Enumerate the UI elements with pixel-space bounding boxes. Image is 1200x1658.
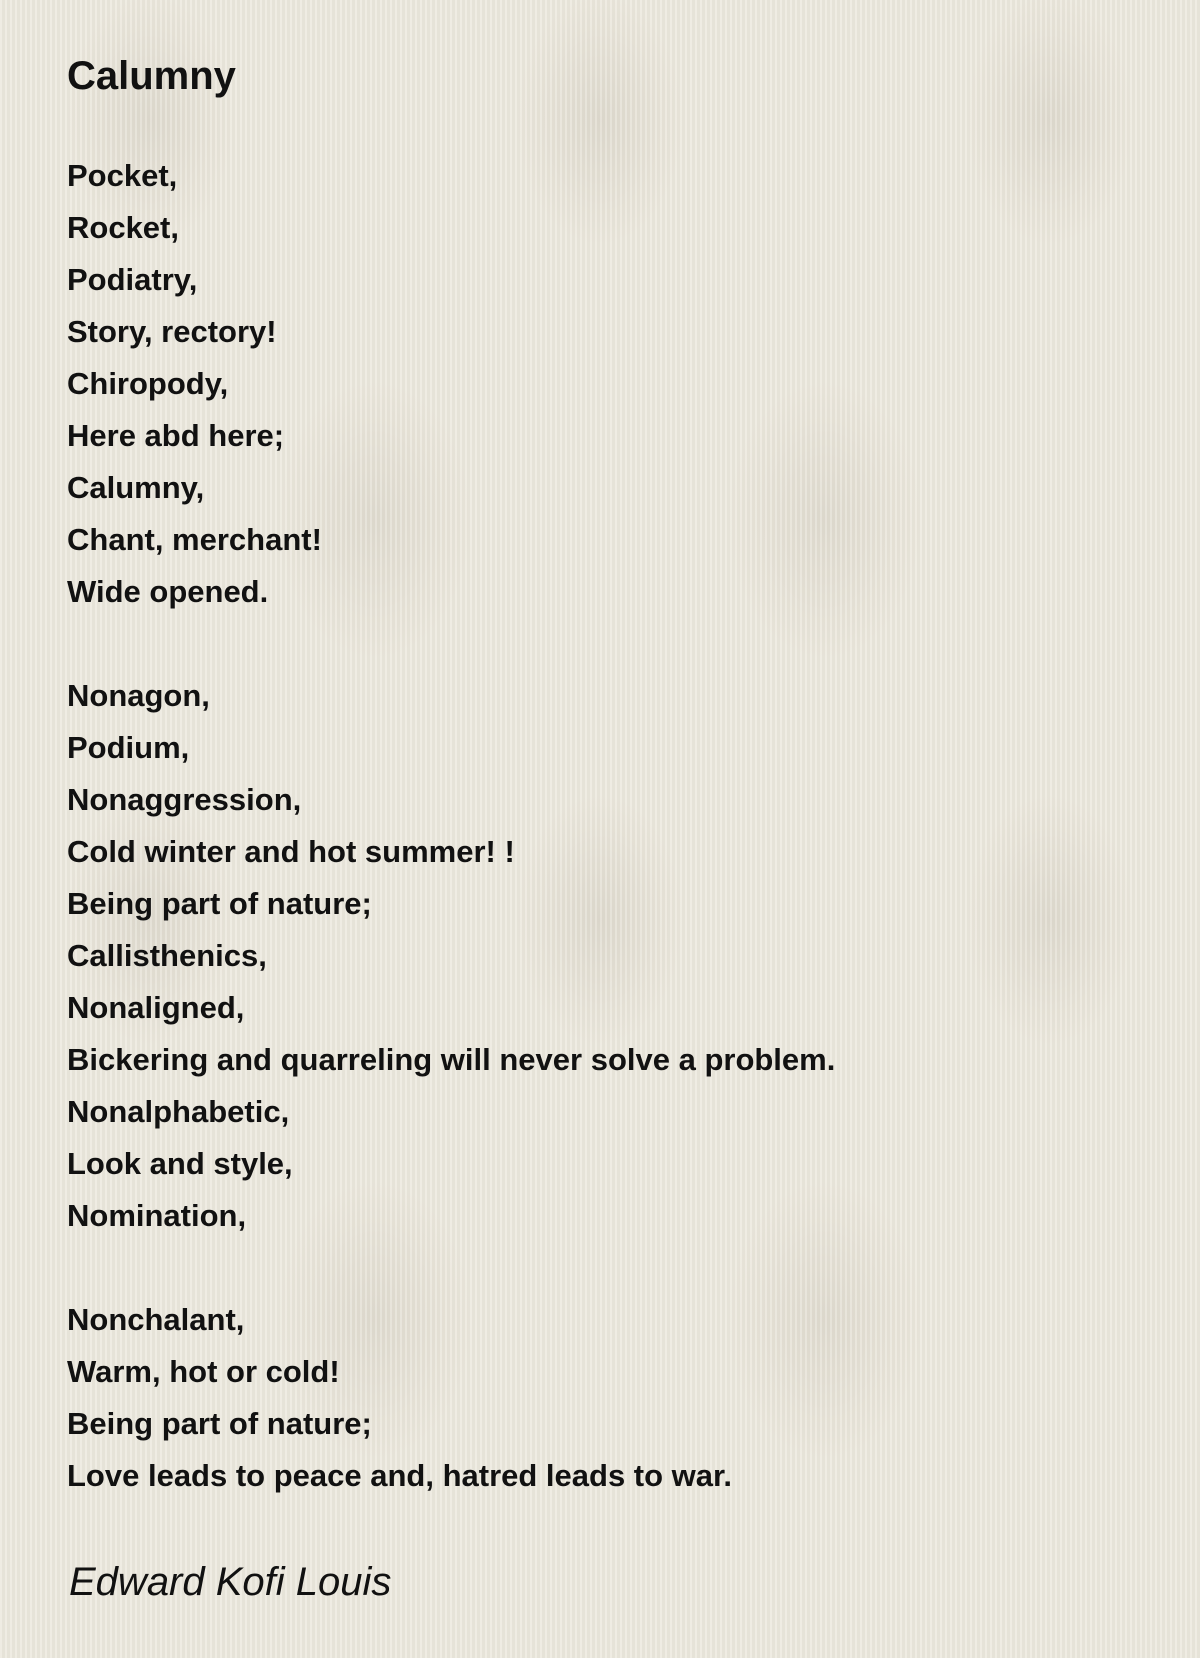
poem-line: Here abd here;	[67, 418, 285, 453]
poem-line: Love leads to peace and, hatred leads to war.	[67, 1458, 733, 1493]
poem-line: Look and style,	[67, 1146, 293, 1181]
poem-line: Nonagon,	[67, 678, 210, 713]
poem-line: Pocket,	[67, 158, 178, 193]
poem-line: Wide opened.	[67, 574, 269, 609]
poem-line: Nonchalant,	[67, 1302, 245, 1337]
poem-line: Bickering and quarreling will never solve a problem.	[67, 1042, 836, 1077]
poem-line: Chant, merchant!	[67, 522, 322, 557]
poem-line: Nomination,	[67, 1198, 247, 1233]
poem-line: Podiatry,	[67, 262, 198, 297]
poem-line: Nonaligned,	[67, 990, 245, 1025]
poem-line: Callisthenics,	[67, 938, 267, 973]
poem-line: Calumny,	[67, 470, 205, 505]
poem-author: Edward Kofi Louis	[69, 1560, 392, 1604]
poem-line: Being part of nature;	[67, 1406, 372, 1441]
stanza-break	[67, 1242, 835, 1294]
poem-body	[67, 150, 835, 1502]
poem-line: Podium,	[67, 730, 190, 765]
poem-line: Story, rectory!	[67, 314, 277, 349]
poem-line: Nonalphabetic,	[67, 1094, 290, 1129]
poem-title: Calumny	[67, 54, 236, 98]
poem-line: Chiropody,	[67, 366, 229, 401]
poem-line: Being part of nature;	[67, 886, 372, 921]
poem-line: Cold winter and hot summer! !	[67, 834, 515, 869]
poem-line: Rocket,	[67, 210, 179, 245]
poem-line: Nonaggression,	[67, 782, 302, 817]
poem-line: Warm, hot or cold!	[67, 1354, 340, 1389]
stanza-break	[67, 618, 835, 670]
